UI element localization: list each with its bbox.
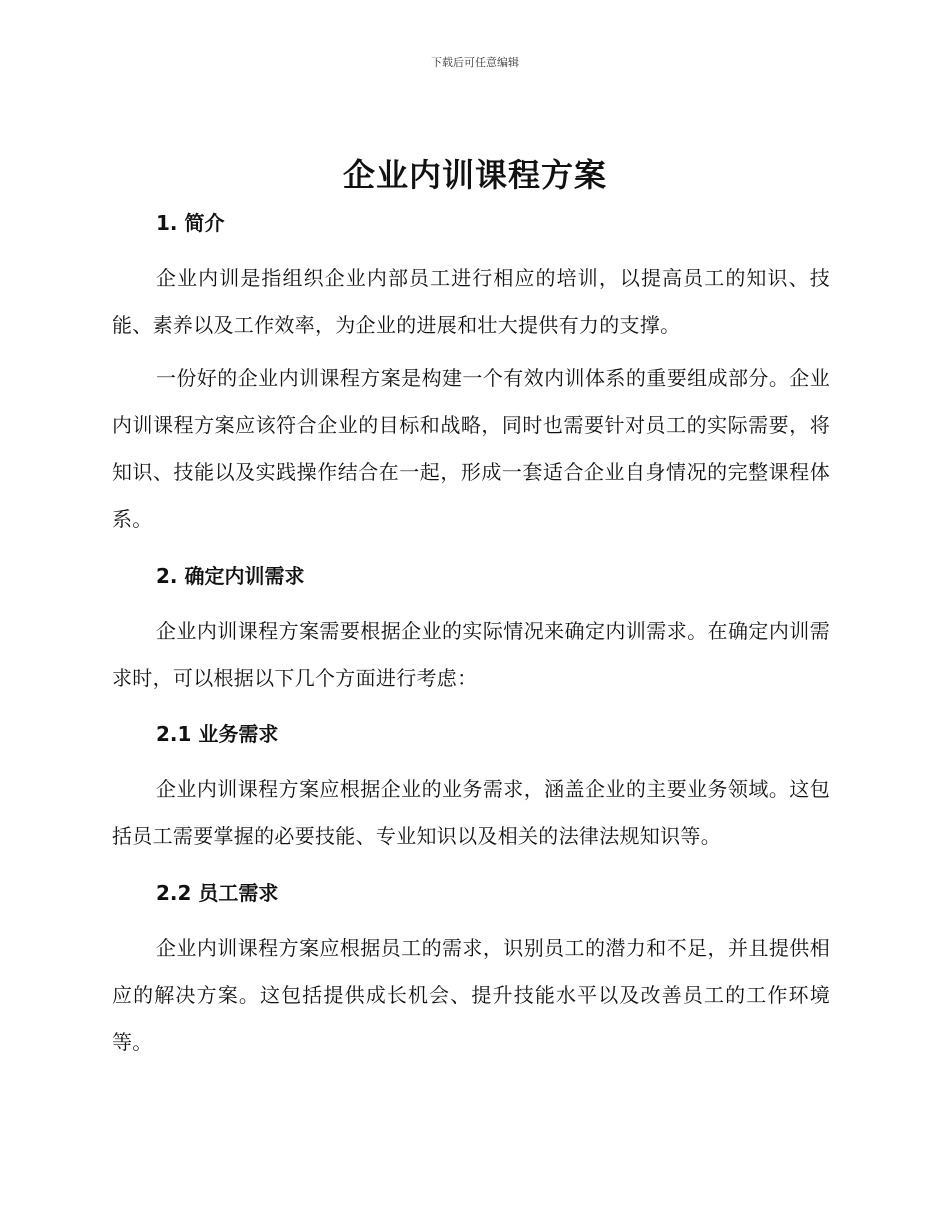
document-title: 企业内训课程方案 <box>342 156 607 194</box>
section-heading-employee: 2.2 员工需求 <box>156 881 279 905</box>
section-heading-business: 2.1 业务需求 <box>156 722 279 746</box>
needs-paragraph-1: 企业内训课程方案需要根据企业的实际情况来确定内训需求。在确定内训需求时，可以根据以下几个方面进行考虑： <box>112 619 830 690</box>
page-header-note: 下载后可任意编辑 <box>431 56 519 69</box>
intro-paragraph-1: 企业内训是指组织企业内部员工进行相应的培训，以提高员工的知识、技能、素养以及工作效率，为企业的进展和壮大提供有力的支撑。 <box>112 266 830 337</box>
business-paragraph-1: 企业内训课程方案应根据企业的业务需求，涵盖企业的主要业务领域。这包括员工需要掌握的必要技能、专业知识以及相关的法律法规知识等。 <box>112 777 830 848</box>
employee-paragraph-1: 企业内训课程方案应根据员工的需求，识别员工的潜力和不足，并且提供相应的解决方案。这包括提供成长机会、提升技能水平以及改善员工的工作环境等。 <box>112 936 830 1054</box>
section-heading-intro: 1. 简介 <box>156 211 225 235</box>
intro-paragraph-2: 一份好的企业内训课程方案是构建一个有效内训体系的重要组成部分。企业内训课程方案应该符合企业的目标和战略，同时也需要针对员工的实际需要，将知识、技能以及实践操作结合在一起，形成一套适合企业自身情况的完整课程体系。 <box>112 366 830 531</box>
section-heading-needs: 2. 确定内训需求 <box>156 564 305 588</box>
